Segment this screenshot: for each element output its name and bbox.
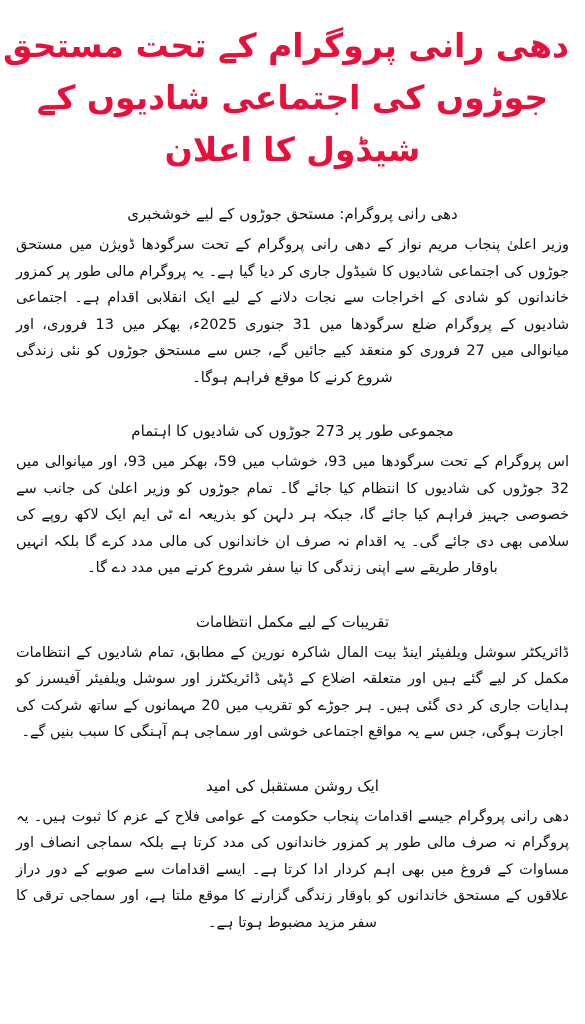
section-273-couples [16,419,569,582]
title-line-1: دھی رانی پروگرام کے تحت مستحق [2,26,569,65]
section-body: ڈائریکٹر سوشل ویلفیئر اینڈ بیت المال شاکرہ نورین کے مطابق، تمام شادیوں کے انتظامات مکمل کر لیے گئے ہیں اور متعلقہ اضلاع کے ڈپٹی ڈائریکٹرز اور سوشل ویلفیئر آفیسرز کو ہدایات جاری کر دی گئی ہیں۔ ہر جوڑے کو تقریب میں 20 مہمانوں کے ساتھ شرکت کی اجازت ہوگی، جس سے یہ مواقع اجتماعی خوشی اور سماجی ہم آہنگی کا سبب بنیں گے۔ [16,644,569,740]
title-line-3: شیڈول کا اعلان [164,130,421,169]
section-body: وزیر اعلیٰ پنجاب مریم نواز کے دھی رانی پروگرام کے تحت سرگودھا ڈویژن میں مستحق جوڑوں کی اجتماعی شادیوں کا شیڈول جاری کر دیا گیا ہے۔ یہ پروگرام مالی طور پر کمزور خاندانوں کو شادی کے اخراجات سے نجات دلانے کے لیے ایک انقلابی اقدام ہے۔ اجتماعی شادیوں کے پروگرام ضلع سرگودھا میں 31 جنوری 2025ء، بھکر میں 13 فروری، اور میانوالی میں 27 فروری کو منعقد کیے جائیں گے، جس سے مستحق جوڑوں کو نئی زندگی شروع کرنے کا موقع فراہم ہوگا۔ [16,237,570,386]
section-body: دھی رانی پروگرام جیسے اقدامات پنجاب حکومت کے عوامی فلاح کے عزم کا ثبوت ہیں۔ یہ پروگرام نہ صرف مالی طور پر کمزور خاندانوں کی مدد کرتا ہے بلکہ سماجی انصاف اور مساوات کے فروغ میں بھی اہم کردار ادا کرتا ہے۔ ایسے اقدامات سے صوبے کے دور دراز علاقوں کے مستحق خاندانوں کو باوقار زندگی گزارنے کا موقع ملتا ہے، اور سماجی ترقی کا سفر مزید مضبوط ہوتا ہے۔ [16,808,569,931]
section-arrangements [16,610,569,746]
section-heading: ایک روشن مستقبل کی امید [206,776,379,795]
section-heading: دھی رانی پروگرام: مستحق جوڑوں کے لیے خوشخبری [127,205,458,223]
section-body: اس پروگرام کے تحت سرگودھا میں 93، خوشاب میں 59، بھکر میں 93، اور میانوالی میں 32 جوڑوں کی شادیوں کا انتظام کیا جائے گا۔ تمام جوڑوں کو وزیر اعلیٰ کی جانب سے خصوصی جہیز فراہم کیا جائے گا، جبکہ ہر دلہن کو بذریعہ اے ٹی ایم ایک لاکھ روپے کی سلامی بھی دی جائے گی۔ یہ اقدام نہ صرف ان خاندانوں کی مالی مدد کرے گا بلکہ انہیں باوقار طریقے سے اپنی زندگی کا نیا سفر شروع کرنے میں مدد دے گا۔ [16,454,569,576]
section-heading: تقریبات کے لیے مکمل انتظامات [195,612,390,631]
article-title [2,20,569,176]
title-line-2: جوڑوں کی اجتماعی شادیوں کے [36,78,549,117]
section-heading: مجموعی طور پر 273 جوڑوں کی شادیوں کا اہتمام [131,422,454,440]
section-bright-future [16,774,569,937]
section-good-news [16,202,569,391]
